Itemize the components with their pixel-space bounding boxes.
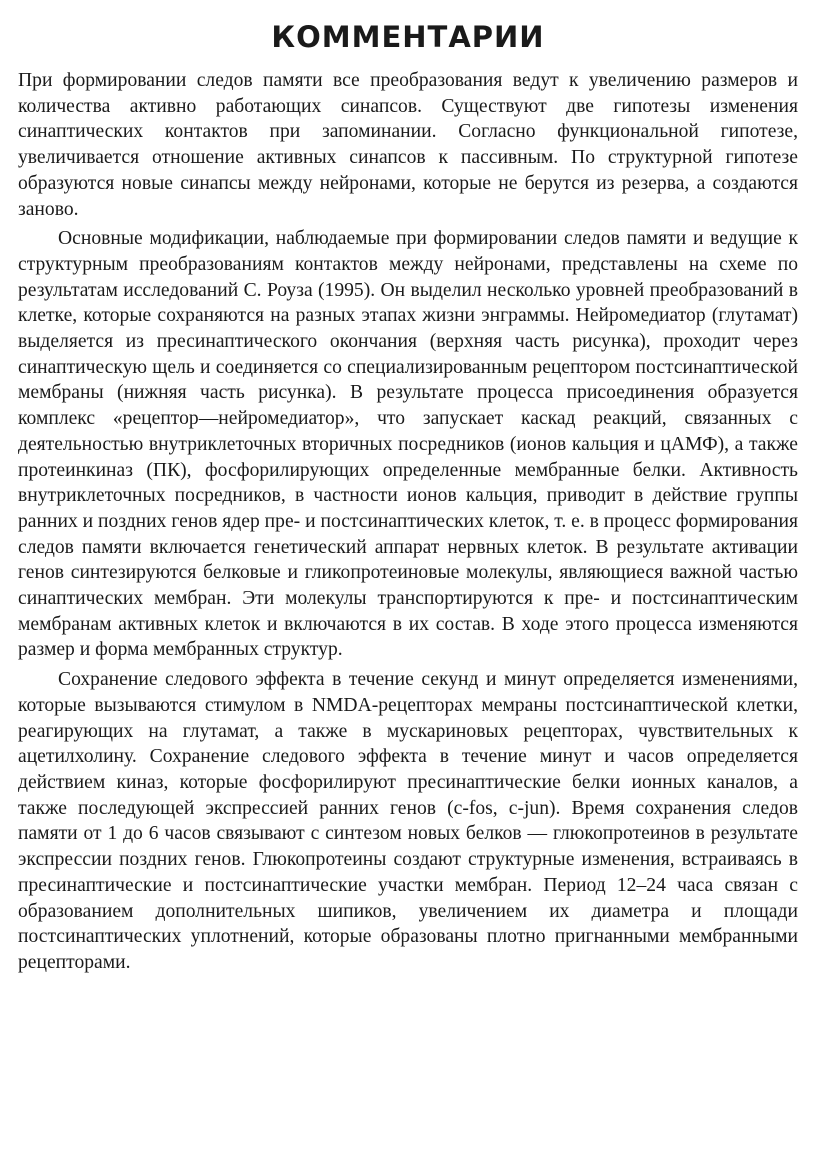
- paragraph-3: Сохранение следового эффекта в течение секунд и минут определяется изменениями, которые вызываются стимулом в NMDA-рецепторах мемраны постсинаптической клетки, реагирующих на глутамат, а также в мускариновых рецепторах, чувствительных к ацетилхолину. Сохранение следового эффекта в течение минут и часов определяется действием киназ, которые фосфорилируют пресинаптические белки ионных каналов, а также последующей экспрессией ранних генов (c-fos, c-jun). Время сохранения следов памяти от 1 до 6 часов связывают с синтезом новых белков — глюкопротеинов в результате экспрессии поздних генов. Глюкопротеины создают структурные изменения, встраиваясь в пресинаптические и постсинаптические участки мембран. Период 12–24 часа связан с образованием дополнительных шипиков, увеличением их диаметра и площади постсинаптических уплотнений, которые образованы плотно пригнанными мембранными рецепторами.: [18, 669, 798, 973]
- paragraph-1: При формировании следов памяти все преобразования ведут к увеличению размеров и количества активно работающих синапсов. Существуют две гипотезы изменения синаптических контактов при запоминании. Согласно функциональной гипотезе, увеличивается отношение активных синапсов к пассивным. По структурной гипотезе образуются новые синапсы между нейронами, которые не берутся из резерва, а создаются заново.: [18, 70, 798, 220]
- document-body: [18, 68, 798, 976]
- page-title: КОММЕНТАРИИ: [271, 20, 545, 54]
- paragraph-2: Основные модификации, наблюдаемые при формировании следов памяти и ведущие к структурным преобразованиям контактов между нейронами, представлены на схеме по результатам исследований С. Роуза (1995). Он выделил несколько уровней преобразований в клетке, которые сохраняются на разных этапах жизни энграммы. Нейромедиатор (глутамат) выделяется из пресинаптического окончания (верхняя часть рисунка), проходит через синаптическую щель и соединяется со специализированным рецептором постсинаптической мембраны (нижняя часть рисунка). В результате процесса присоединения образуется комплекс «рецептор—нейромедиатор», что запускает каскад реакций, связанных с деятельностью внутриклеточных вторичных посредников (ионов кальция и цАМФ), а также протеинкиназ (ПК), фосфорилирующих определенные мембранные белки. Активность внутриклеточных посредников, в частности ионов кальция, приводит в действие группы ранних и поздних генов ядер пре- и постсинаптических клеток, т. е. в процесс формирования следов памяти включается генетический аппарат нервных клеток. В результате активации генов синтезируются белковые и гликопротеиновые молекулы, являющиеся важной частью синаптических мембран. Эти молекулы транспортируются к пре- и постсинаптическим мембранам активных клеток и включаются в их состав. В ходе этого процесса изменяются размер и форма мембранных структур.: [18, 228, 798, 661]
